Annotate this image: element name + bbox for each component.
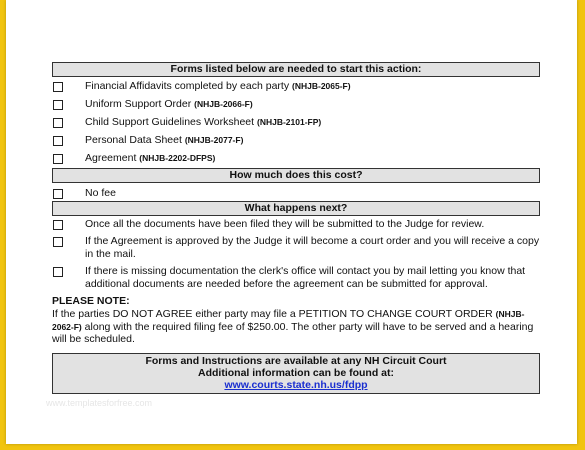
watermark: www.templatesforfree.com — [46, 398, 153, 408]
list-item — [52, 80, 540, 98]
checkbox[interactable] — [53, 82, 63, 92]
checkbox[interactable] — [53, 100, 63, 110]
document-page — [6, 0, 577, 444]
next-section-header: What happens next? — [52, 201, 540, 216]
item-label: Agreement — [85, 152, 137, 164]
forms-list — [52, 80, 540, 168]
list-item — [52, 187, 540, 201]
form-code: (NHJB-2062-F) — [52, 309, 525, 332]
list-item — [52, 218, 540, 235]
item-label: If there is missing documentation the clerk's office will contact you by mail letting you know that additional documents are needed before the agreement can be submitted for approval. — [85, 265, 526, 290]
list-item — [52, 116, 540, 134]
note-title: PLEASE NOTE: — [52, 295, 130, 307]
form-content — [52, 62, 540, 394]
checkbox[interactable] — [53, 267, 63, 277]
form-code: (NHJB-2065-F) — [292, 81, 351, 91]
forms-section-header: Forms listed below are needed to start this action: — [52, 62, 540, 77]
form-code: (NHJB-2066-F) — [194, 99, 253, 109]
form-code: (NHJB-2101-FP) — [256, 117, 322, 127]
item-label: Once all the documents have been filed they will be submitted to the Judge for review. — [85, 218, 485, 230]
item-label: No fee — [85, 187, 116, 199]
checkbox[interactable] — [53, 154, 63, 164]
footer-line-1: Forms and Instructions are available at any NH Circuit Court — [145, 354, 447, 367]
list-item — [52, 235, 540, 265]
item-label: Child Support Guidelines Worksheet — [85, 116, 255, 128]
note-body: If the parties DO NOT AGREE either party may file a PETITION TO CHANGE COURT ORDER (NHJB-2062-F) along with the required filing fee of $250.00. The other party will have to be served and a hearing will be scheduled. — [52, 308, 534, 345]
please-note — [52, 295, 540, 346]
cost-section-header: How much does this cost? — [52, 168, 540, 183]
checkbox[interactable] — [53, 189, 63, 199]
list-item — [52, 265, 540, 294]
form-code: (NHJB-2202-DFPS) — [139, 153, 216, 163]
checkbox[interactable] — [53, 220, 63, 230]
checkbox[interactable] — [53, 136, 63, 146]
footer-line-2: Additional information can be found at: — [198, 366, 394, 379]
form-code: (NHJB-2077-F) — [184, 135, 244, 145]
list-item — [52, 98, 540, 116]
item-label: Financial Affidavits completed by each party — [85, 80, 290, 92]
list-item — [52, 152, 540, 168]
checkbox[interactable] — [53, 237, 63, 247]
checkbox[interactable] — [53, 118, 63, 128]
website-link[interactable]: www.courts.state.nh.us/fdpp — [224, 378, 368, 391]
footer-box — [52, 353, 540, 394]
item-label: If the Agreement is approved by the Judge it will become a court order and you will receive a copy in the mail. — [85, 235, 540, 260]
item-label: Personal Data Sheet — [85, 134, 182, 146]
cost-list — [52, 187, 540, 201]
next-steps-list — [52, 218, 540, 294]
item-label: Uniform Support Order — [85, 98, 192, 110]
list-item — [52, 134, 540, 152]
